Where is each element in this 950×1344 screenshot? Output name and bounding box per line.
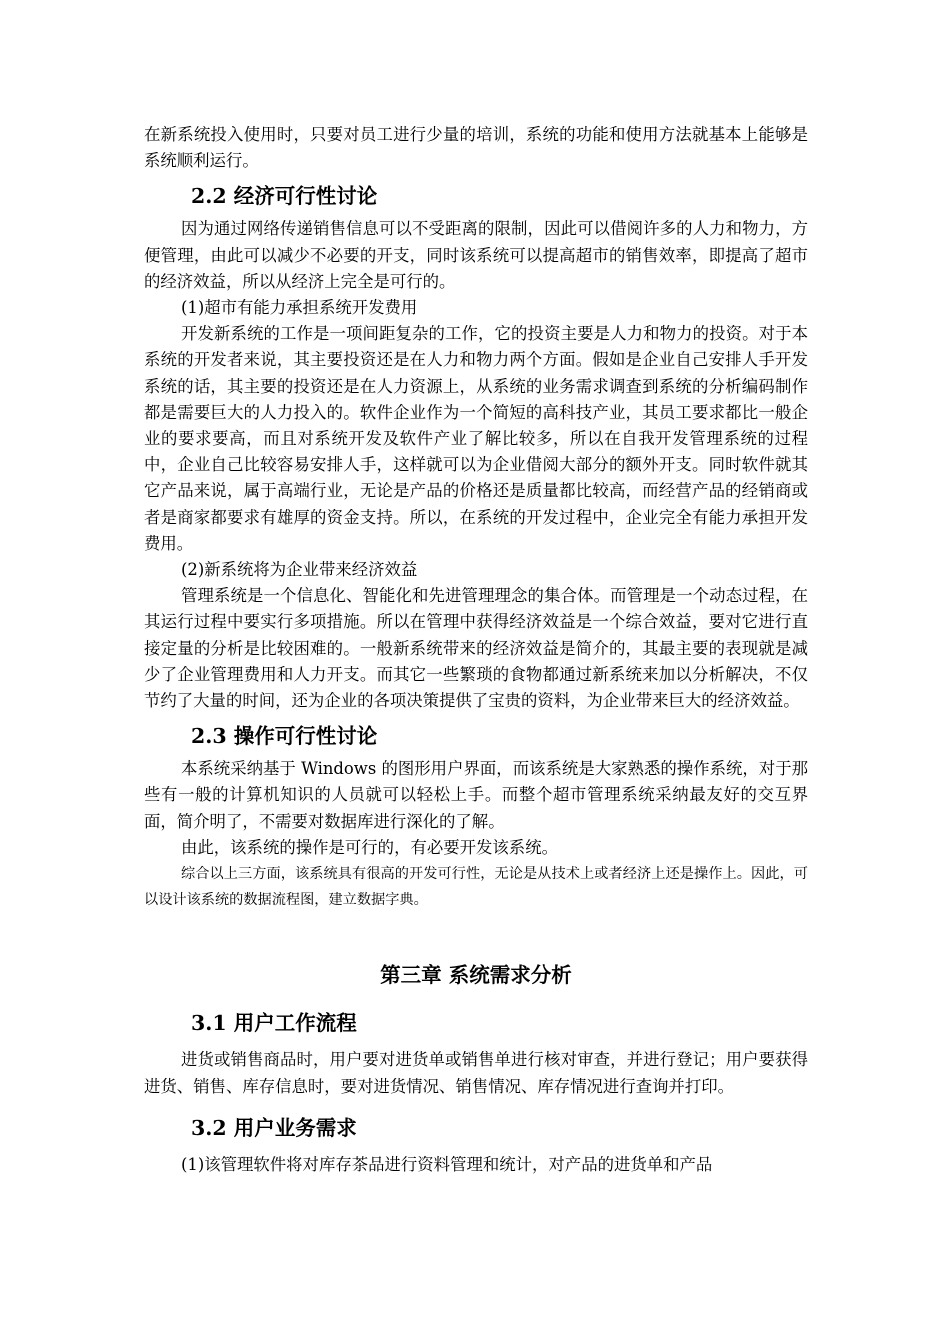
summary-paragraph: 综合以上三方面，该系统具有很高的开发可行性，无论是从技术上或者经济上还是操作上。因此，可以设计该系统的数据流程图，建立数据字典。 xyxy=(144,866,808,909)
paragraph: 开发新系统的工作是一项间距复杂的工作，它的投资主要是人力和物力的投资。对于本系统的开发者来说，其主要投资还是在人力和物力两个方面。假如是企业自己安排人手开发系统的话，其主要的投资还是在人力资源上，从系统的业务需求调查到系统的分析编码制作都是需要巨大的人力投入的。软件企业作为一个简短的高科技产业，其员工要求都比一般企业的要求要高，而且对系统开发及软件产业了解比较多，所以在自我开发管理系统的过程中，企业自己比较容易安排人手，这样就可以为企业借阅大部分的额外开支。同时软件就其它产品来说，属于高端行业，无论是产品的价格还是质量都比较高，而经营产品的经销商或者是商家都要求有雄厚的资金支持。所以，在系统的开发过程中，企业完全有能力承担开发费用。 xyxy=(144,324,808,553)
list-item-heading: (1)超市有能力承担系统开发费用 xyxy=(181,298,418,318)
paragraph: 本系统采纳基于 Windows 的图形用户界面，而该系统是大家熟悉的操作系统，对于那些有一般的计算机知识的人员就可以轻松上手。而整个超市管理系统采纳最友好的交互界面，简介明了，不需要对数据库进行深化的了解。 xyxy=(144,759,808,831)
page-content xyxy=(144,122,808,1178)
chapter-title: 第三章 系统需求分析 xyxy=(380,963,572,988)
section-heading-2-2: 2.2 经济可行性讨论 xyxy=(191,184,378,209)
paragraph: (1)该管理软件将对库存茶品进行资料管理和统计，对产品的进货单和产品 xyxy=(181,1154,713,1174)
paragraph: 进货或销售商品时，用户要对进货单或销售单进行核对审查，并进行登记；用户要获得进货、销售、库存信息时，要对进货情况、销售情况、库存情况进行查询并打印。 xyxy=(144,1050,808,1096)
section-heading-3-2: 3.2 用户业务需求 xyxy=(191,1115,357,1140)
paragraph: 由此，该系统的操作是可行的，有必要开发该系统。 xyxy=(181,837,558,857)
paragraph: 因为通过网络传递销售信息可以不受距离的限制，因此可以借阅许多的人力和物力，方便管理，由此可以减少不必要的开支，同时该系统可以提高超市的销售效率，即提高了超市的经济效益，所以从经济上完全是可行的。 xyxy=(144,219,808,291)
paragraph: 管理系统是一个信息化、智能化和先进管理理念的集合体。而管理是一个动态过程，在其运行过程中要实行多项措施。所以在管理中获得经济效益是一个综合效益，要对它进行直接定量的分析是比较困难的。一般新系统带来的经济效益是简介的，其最主要的表现就是减少了企业管理费用和人力开支。而其它一些繁琐的食物都通过新系统来加以分析解决，不仅节约了大量的时间，还为企业的各项决策提供了宝贵的资料，为企业带来巨大的经济效益。 xyxy=(144,586,808,711)
list-item-heading: (2)新系统将为企业带来经济效益 xyxy=(181,560,418,580)
intro-paragraph: 在新系统投入使用时，只要对员工进行少量的培训，系统的功能和使用方法就基本上能够是系统顺利运行。 xyxy=(144,125,808,171)
section-heading-3-1: 3.1 用户工作流程 xyxy=(191,1011,357,1036)
section-heading-2-3: 2.3 操作可行性讨论 xyxy=(191,724,378,749)
